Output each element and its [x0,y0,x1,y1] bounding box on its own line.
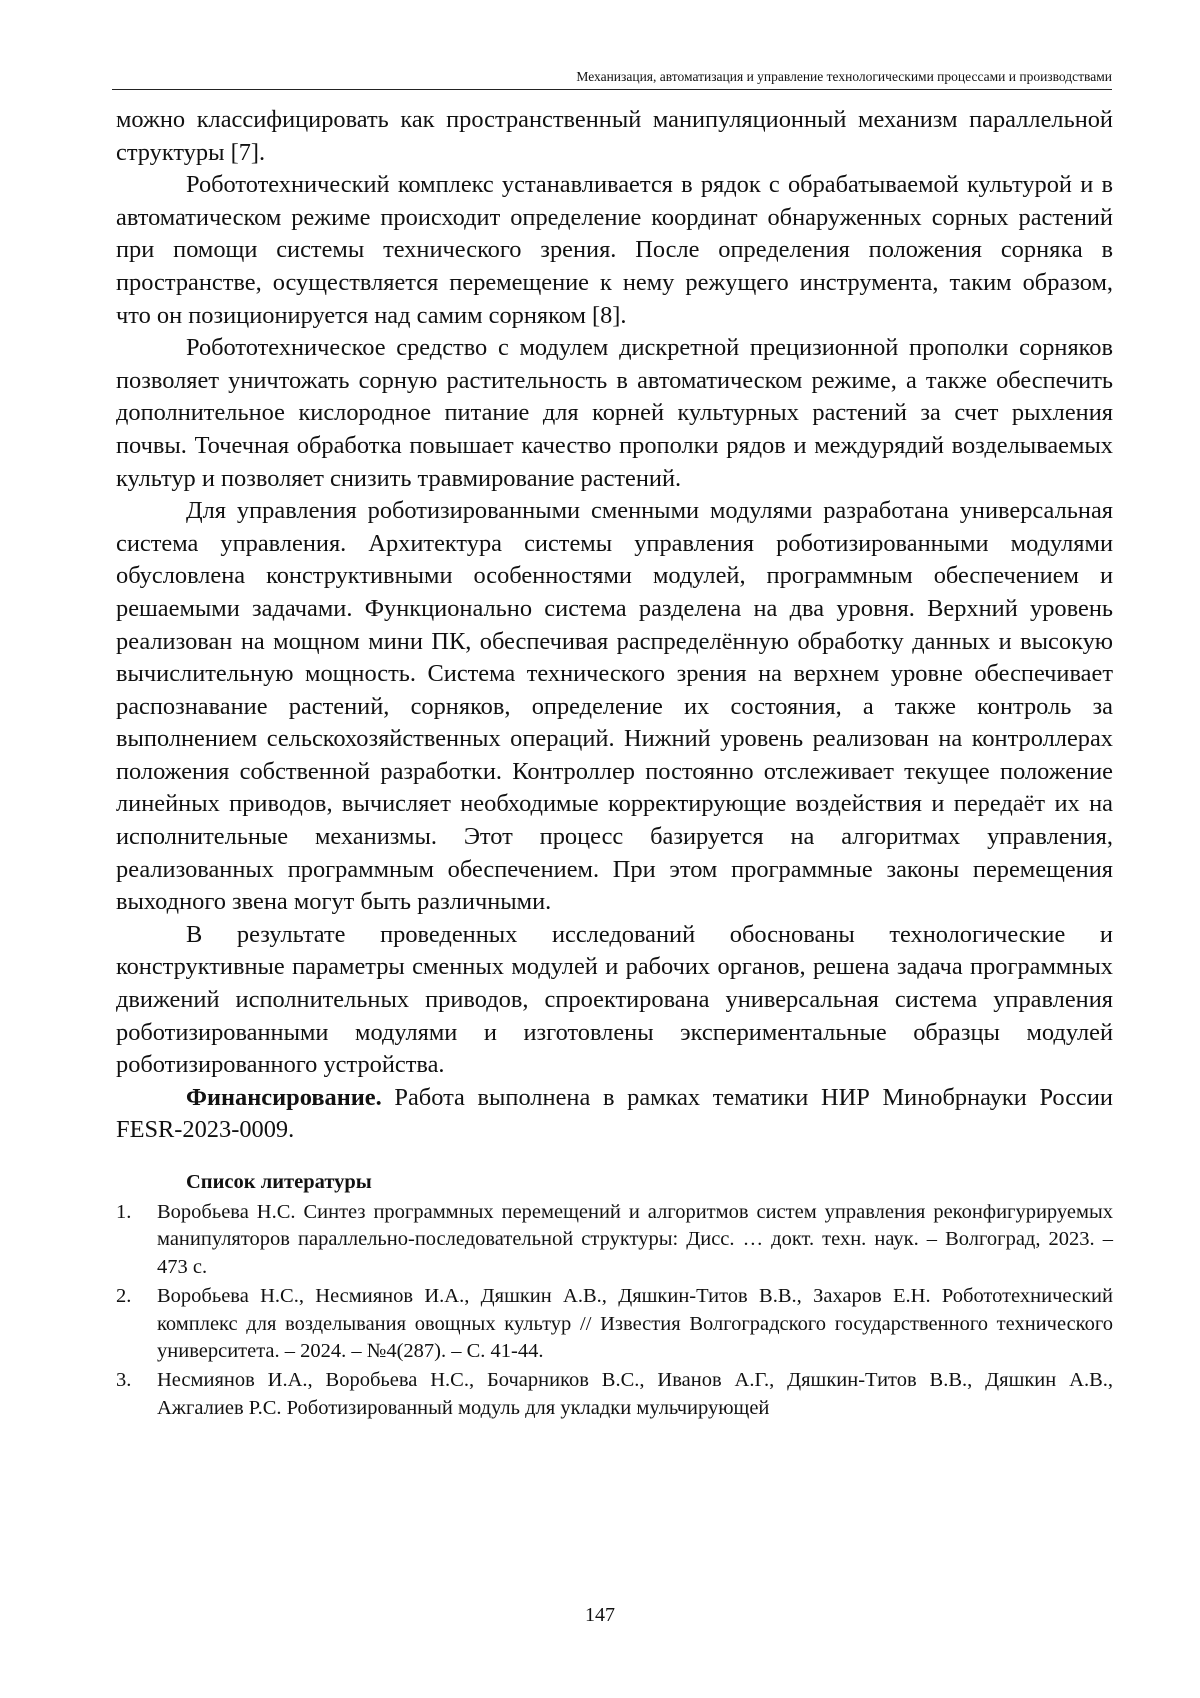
running-header: Механизация, автоматизация и управление технологическими процессами и производствами [112,68,1112,90]
reference-text: Воробьева Н.С., Несмиянов И.А., Дяшкин А.В., Дяшкин-Титов В.В., Захаров Е.Н. Робототехнический комплекс для возделывания овощных культур // Известия Волгоградского государственного технического университета. – 2024. – №4(287). – С. 41-44. [157,1285,1113,1363]
reference-number: 1. [116,1201,132,1223]
funding-text: Работа выполнена в рамках тематики НИР Минобрнауки России FESR-2023-0009. [116,1083,1113,1144]
funding-label: Финансирование. [186,1083,382,1111]
reference-item [116,1199,1113,1281]
paragraph-1: можно классифицировать как пространственный манипуляционный механизм параллельной структуры [7]. [116,106,1113,166]
reference-number: 2. [116,1285,132,1308]
paragraph-3: Робототехническое средство с модулем дискретной прецизионной прополки сорняков позволяет уничтожать сорную растительность в автоматическом режиме, а также обеспечить дополнительное кислородное питание для корней культурных растений за счет рыхления почвы. Точечная обработка повышает качество прополки рядов и междурядий возделываемых культур и позволяет снизить травмирование растений. [116,334,1113,492]
paragraph-5: В результате проведенных исследований обоснованы технологические и конструктивные параметры сменных модулей и рабочих органов, решена задача программных движений исполнительных приводов, спроектирована универсальная система управления роботизированными модулями и изготовлены экспериментальные образцы модулей роботизированного устройства. [116,920,1113,1079]
funding-paragraph [116,1082,1113,1147]
reference-text: Воробьева Н.С. Синтез программных перемещений и алгоритмов систем управления реконфигурируемых манипуляторов параллельно-последовательной структуры: Дисс. … докт. техн. наук. – Волгоград, 2023. – 473 с. [157,1201,1113,1278]
references-title: Список литературы [186,1171,372,1193]
page-body [116,104,1113,1424]
references-list [116,1199,1113,1422]
reference-item [116,1283,1113,1365]
paragraph-4: Для управления роботизированными сменными модулями разработана универсальная система управления. Архитектура системы управления роботизированными модулями обусловлена конструктивными особенностями модулей, программным обеспечением и решаемыми задачами. Функционально система разделена на два уровня. Верхний уровень реализован на мощном мини ПК, обеспечивая распределённую обработку данных и высокую вычислительную мощность. Система технического зрения на верхнем уровне обеспечивает распознавание растений, сорняков, определение их состояния, а также контроль за выполнением сельскохозяйственных операций. Нижний уровень реализован на контроллерах положения собственной разработки. Контроллер постоянно отслеживает текущее положение линейных приводов, вычисляет необходимые корректирующие воздействия и передаёт их на исполнительные механизмы. Этот процесс базируется на алгоритмах управления, реализованных программным обеспечением. При этом программные законы перемещения выходного звена могут быть различными. [116,497,1113,916]
reference-text: Несмиянов И.А., Воробьева Н.С., Бочарников В.С., Иванов А.Г., Дяшкин-Титов В.В., Дяшкин А.В., Ажгалиев Р.С. Роботизированный модуль для укладки мульчирующей [157,1369,1113,1419]
page-number: 147 [585,1604,615,1626]
paragraph-2: Робототехнический комплекс устанавливается в рядок с обрабатываемой культурой и в автоматическом режиме происходит определение координат обнаруженных сорных растений при помощи системы технического зрения. После определения положения сорняка в пространстве, осуществляется перемещение к нему режущего инструмента, таким образом, что он позиционируется над самим сорняком [8]. [116,171,1113,329]
reference-item [116,1367,1113,1422]
reference-number: 3. [116,1369,132,1392]
